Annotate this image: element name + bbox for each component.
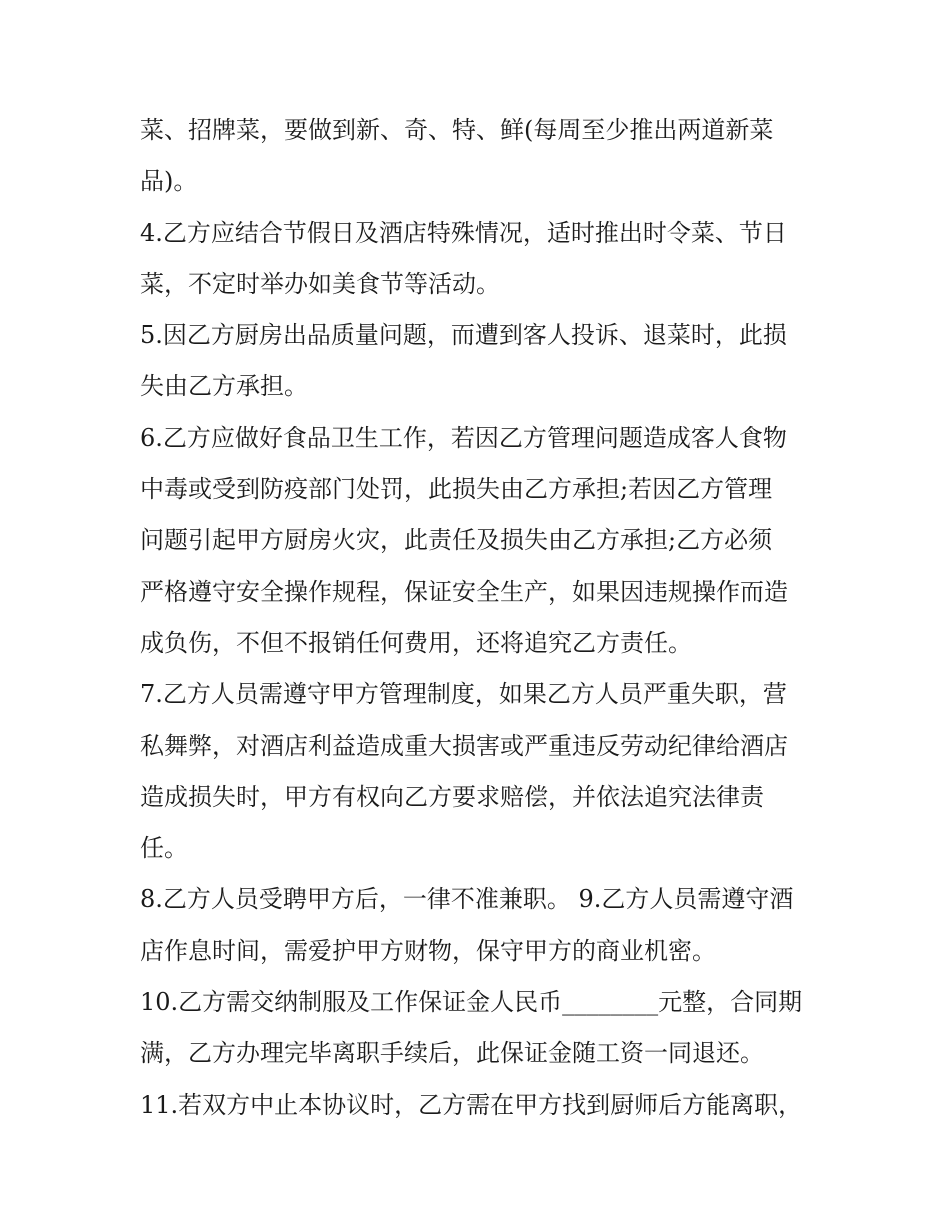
text-line: 10.乙方需交纳制服及工作保证金人民币________元整，合同期 xyxy=(140,988,803,1017)
text-line: 严格遵守安全操作规程，保证安全生产，如果因违规操作而造 xyxy=(140,577,788,606)
text-line: 4.乙方应结合节假日及酒店特殊情况，适时推出时令菜、节日 xyxy=(140,218,787,247)
text-line: 问题引起甲方厨房火灾，此责任及损失由乙方承担;乙方必须 xyxy=(140,526,773,555)
text-line: 6.乙方应做好食品卫生工作，若因乙方管理问题造成客人食物 xyxy=(140,423,787,452)
text-line: 7.乙方人员需遵守甲方管理制度，如果乙方人员严重失职，营 xyxy=(140,680,787,709)
text-line: 满，乙方办理完毕离职手续后，此保证金随工资一同退还。 xyxy=(140,1039,764,1068)
text-line: 成负伤，不但不报销任何费用，还将追究乙方责任。 xyxy=(140,628,692,657)
text-line: 任。 xyxy=(140,834,188,863)
text-line: 造成损失时，甲方有权向乙方要求赔偿，并依法追究法律责 xyxy=(140,782,764,811)
text-line: 失由乙方承担。 xyxy=(140,372,308,401)
text-line: 菜、招牌菜，要做到新、奇、特、鲜(每周至少推出两道新菜 xyxy=(140,116,774,144)
text-line: 店作息时间，需爱护甲方财物，保守甲方的商业机密。 xyxy=(140,936,716,965)
text-line: 菜，不定时举办如美食节等活动。 xyxy=(140,269,500,298)
text-line: 5.因乙方厨房出品质量问题，而遭到客人投诉、退菜时，此损 xyxy=(140,321,787,350)
document-body xyxy=(140,105,820,1131)
text-line: 品)。 xyxy=(140,167,198,196)
text-line: 私舞弊，对酒店利益造成重大损害或严重违反劳动纪律给酒店 xyxy=(140,731,788,760)
text-line: 8.乙方人员受聘甲方后，一律不准兼职。 9.乙方人员需遵守酒 xyxy=(140,885,794,914)
text-line: 11.若双方中止本协议时，乙方需在甲方找到厨师后方能离职， xyxy=(140,1090,803,1119)
text-line: 中毒或受到防疫部门处罚，此损失由乙方承担;若因乙方管理 xyxy=(140,475,773,504)
